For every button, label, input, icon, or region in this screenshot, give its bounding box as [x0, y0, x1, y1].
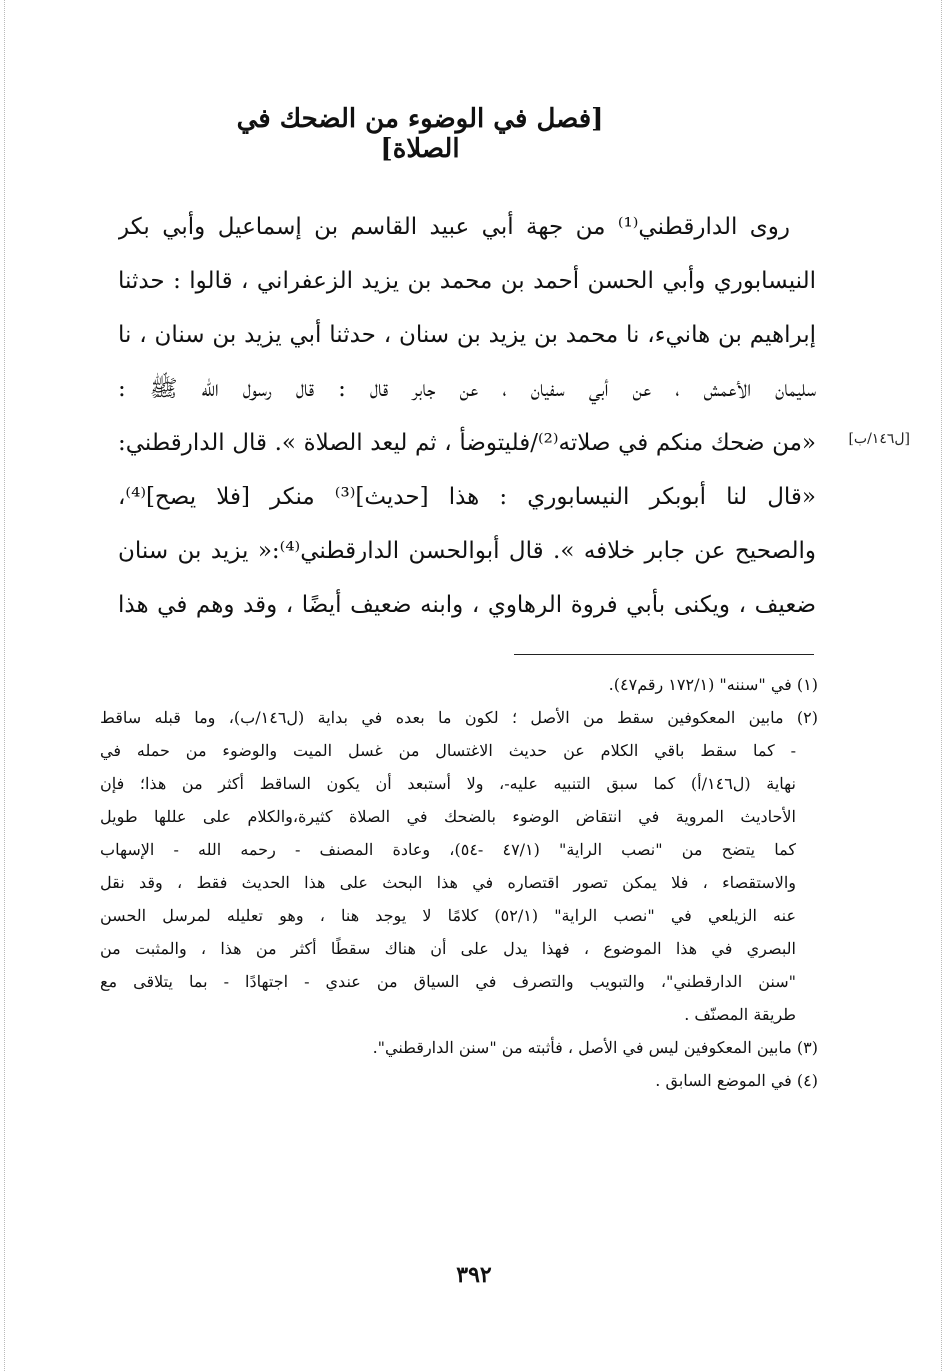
left-edge-dots	[4, 0, 5, 1371]
footnote-2-line: (٢) مابين المعكوفين سقط من الأصل ؛ لكون ما بعده في بداية (ل١٤٦/ب)، وما قبله ساقط	[100, 708, 818, 727]
section-title: [فصل في الوضوء من الضحك في الصلاة]	[236, 104, 604, 164]
footnote-2-line: "سنن الدارقطني"، والتبويب والتصرف في السياق من عندي - اجتهادًا - بما يتلاقى مع	[100, 972, 796, 991]
footnote-2-line: الأحاديث المروية في انتقاض الوضوء بالضحك في الصلاة كثيرة،والكلام على عللها طويل	[100, 807, 796, 826]
footnote-1: (١) في "سننه" (١٧٢/١ رقم٤٧).	[608, 675, 818, 694]
main-text	[118, 200, 816, 632]
footnote-4: (٤) في الموضع السابق .	[655, 1071, 818, 1090]
body-line: «من ضحك منكم في صلاته⁽²⁾/فليتوضأ ، ثم ليعد الصلاة ». قال الدارقطني:	[118, 430, 816, 456]
page-number: ٣٩٢	[456, 1262, 492, 1288]
body-line: سليمان الأعمش ، عن أبي سفيان ، عن جابر قال : قال رسول الله ﷺ :	[118, 376, 816, 402]
body-line: والصحيح عن جابر خلافه ». قال أبوالحسن الدارقطني⁽⁴⁾:« يزيد بن سنان	[118, 538, 816, 564]
footnotes	[100, 668, 818, 1097]
footnote-2-line: والاستقصاء ، فلا يمكن تصور اقتصاره في هذا البحث على هذا الحديث فقط ، وقد نقل	[100, 873, 796, 892]
right-edge-dots	[941, 0, 942, 1371]
footnote-2-line: - كما سقط باقي الكلام عن حديث الاغتسال من غسل الميت والوضوء من حمله في	[100, 741, 796, 760]
footnote-3: (٣) مابين المعكوفين ليس في الأصل ، فأثبته من "سنن الدارقطني".	[372, 1038, 818, 1057]
footnote-2-line: كما يتضح من "نصب الراية" (٤٧/١ -٥٤)، وعادة المصنف - رحمه الله - الإسهاب	[100, 840, 797, 859]
body-line: «قال لنا أبوبكر النيسابوري : هذا [حديث]⁽³⁾ منكر [فلا يصح]⁽⁴⁾،	[118, 484, 816, 510]
body-line: إبراهيم بن هانيء، نا محمد بن يزيد بن سنان ، حدثنا أبي يزيد بن سنان ، نا	[118, 322, 816, 348]
body-line: ضعيف ، ويكنى بأبي فروة الرهاوي ، وابنه ضعيف أيضًا ، وقد وهم في هذا	[118, 592, 816, 618]
footnote-2-line: نهاية (ل١٤٦/أ) كما سبق التنبيه عليه-، ولا أستبعد أن يكون الساقط أكثر من هذا؛ فإن	[100, 774, 797, 793]
body-line: روى الدارقطني⁽¹⁾ من جهة أبي عبيد القاسم بن إسماعيل وأبي بكر	[118, 214, 790, 240]
footnote-2-line: البصري في هذا الموضوع ، فهذا يدل على أن هناك سقطًا أكثر من هذا ، والمثبت من	[100, 939, 796, 958]
footnote-2-line: طريقة المصنّف .	[684, 1005, 796, 1024]
footnote-separator	[514, 654, 814, 655]
body-line: النيسابوري وأبي الحسن أحمد بن محمد بن يزيد الزعفراني ، قالوا : حدثنا	[118, 268, 816, 294]
margin-folio-reference: [ل١٤٦/ب]	[848, 431, 910, 447]
footnote-2-line: عنه الزيلعي في "نصب الراية" (٥٢/١) كلامًا لا يوجد هنا ، وهو تعليله لمرسل الحسن	[100, 906, 796, 925]
